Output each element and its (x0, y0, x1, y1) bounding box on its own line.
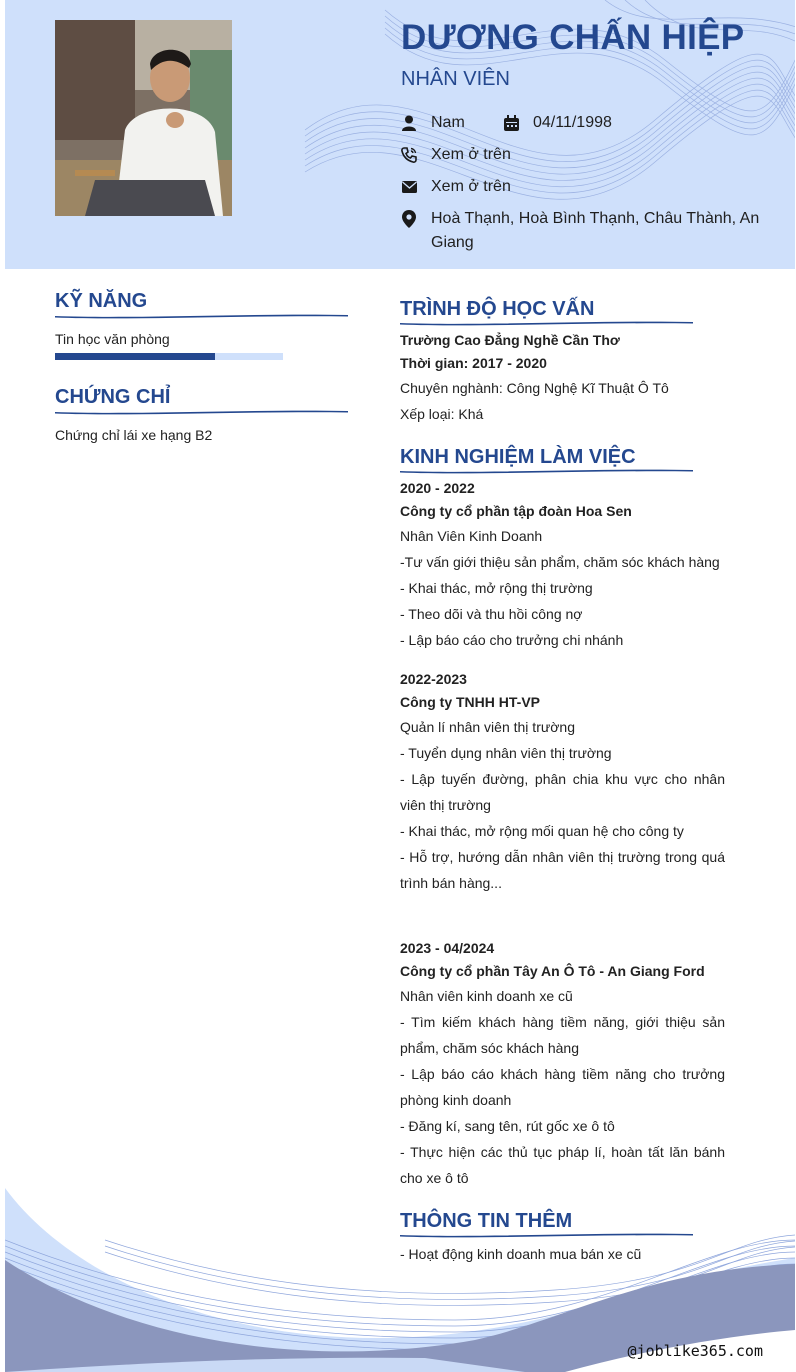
gender-row (401, 111, 465, 135)
watermark: @joblike365.com (627, 1342, 763, 1360)
job-duty: - Khai thác, mở rộng mối quan hệ cho công ty (400, 823, 684, 839)
phone-row (401, 143, 511, 167)
extra-heading: THÔNG TIN THÊM (400, 1210, 573, 1232)
address-value: Hoà Thạnh, Hoà Bình Thạnh, Châu Thành, An Giang (431, 210, 760, 251)
skill-level-bar (55, 353, 283, 360)
job-period: 2023 - 04/2024 (400, 940, 495, 956)
education-rank: Xếp loại: Khá (400, 406, 484, 422)
job-duty: - Tìm kiếm khách hàng tiềm năng, giới thiệu sản phẩm, chăm sóc khách hàng (400, 1014, 725, 1056)
skills-heading-underline (55, 312, 350, 320)
job-company: Công ty cổ phần Tây An Ô Tô - An Giang Ford (400, 963, 705, 979)
education-heading-underline (400, 319, 695, 327)
job-company: Công ty cổ phần tập đoàn Hoa Sen (400, 503, 632, 519)
job-duty: - Hỗ trợ, hướng dẫn nhân viên thị trường trong quá trình bán hàng... (400, 849, 725, 891)
job-period: 2020 - 2022 (400, 480, 475, 496)
extra-heading-underline (400, 1231, 695, 1239)
job-duty: - Khai thác, mở rộng thị trường (400, 580, 593, 596)
experience-heading-underline (400, 467, 695, 475)
skills-heading: KỸ NĂNG (55, 290, 148, 312)
email-row (401, 175, 511, 199)
job-period: 2022-2023 (400, 671, 467, 687)
job-duty: - Thực hiện các thủ tục pháp lí, hoàn tất lăn bánh cho xe ô tô (400, 1144, 725, 1186)
job-duty: - Lập tuyến đường, phân chia khu vực cho nhân viên thị trường (400, 771, 725, 813)
job-duty: - Đăng kí, sang tên, rút gốc xe ô tô (400, 1118, 615, 1134)
experience-heading: KINH NGHIỆM LÀM VIỆC (400, 446, 636, 468)
location-pin-icon (401, 209, 417, 229)
calendar-icon (503, 113, 519, 133)
user-icon (401, 113, 417, 133)
candidate-position: NHÂN VIÊN (401, 68, 510, 90)
dob-value: 04/11/1998 (533, 114, 612, 131)
envelope-icon (401, 177, 417, 197)
job-duty: - Tuyển dụng nhân viên thị trường (400, 745, 612, 761)
job-duty: -Tư vấn giới thiệu sản phẩm, chăm sóc khách hàng (400, 554, 720, 570)
cv-page (5, 0, 795, 1372)
address-row (401, 207, 761, 255)
job-duty: - Lập báo cáo cho trưởng chi nhánh (400, 632, 624, 648)
job-role: Nhân viên kinh doanh xe cũ (400, 988, 573, 1004)
header (5, 0, 795, 269)
certificates-heading-underline (55, 408, 350, 416)
dob-row (503, 111, 612, 135)
certificates-heading: CHỨNG CHỈ (55, 386, 171, 408)
email-value: Xem ở trên (431, 178, 511, 195)
gender-value: Nam (431, 114, 465, 131)
skill-label: Tin học văn phòng (55, 331, 170, 347)
job-duty: - Lập báo cáo khách hàng tiềm năng cho trưởng phòng kinh doanh (400, 1066, 725, 1108)
profile-photo (55, 20, 232, 216)
skill-level-fill (55, 353, 215, 360)
job-duty: - Theo dõi và thu hồi công nợ (400, 606, 583, 622)
certificate-item: Chứng chỉ lái xe hạng B2 (55, 427, 213, 443)
education-school: Trường Cao Đẳng Nghề Cần Thơ (400, 332, 620, 348)
job-role: Nhân Viên Kinh Doanh (400, 528, 543, 544)
education-time: Thời gian: 2017 - 2020 (400, 355, 547, 371)
job-role: Quản lí nhân viên thị trường (400, 719, 575, 735)
job-company: Công ty TNHH HT-VP (400, 694, 540, 710)
extra-item: - Hoạt động kinh doanh mua bán xe cũ (400, 1246, 642, 1262)
candidate-name: DƯƠNG CHẤN HIỆP (401, 18, 745, 57)
education-heading: TRÌNH ĐỘ HỌC VẤN (400, 298, 595, 320)
phone-icon (401, 145, 417, 165)
phone-value: Xem ở trên (431, 146, 511, 163)
education-major: Chuyên nghành: Công Nghệ Kĩ Thuật Ô Tô (400, 380, 669, 396)
